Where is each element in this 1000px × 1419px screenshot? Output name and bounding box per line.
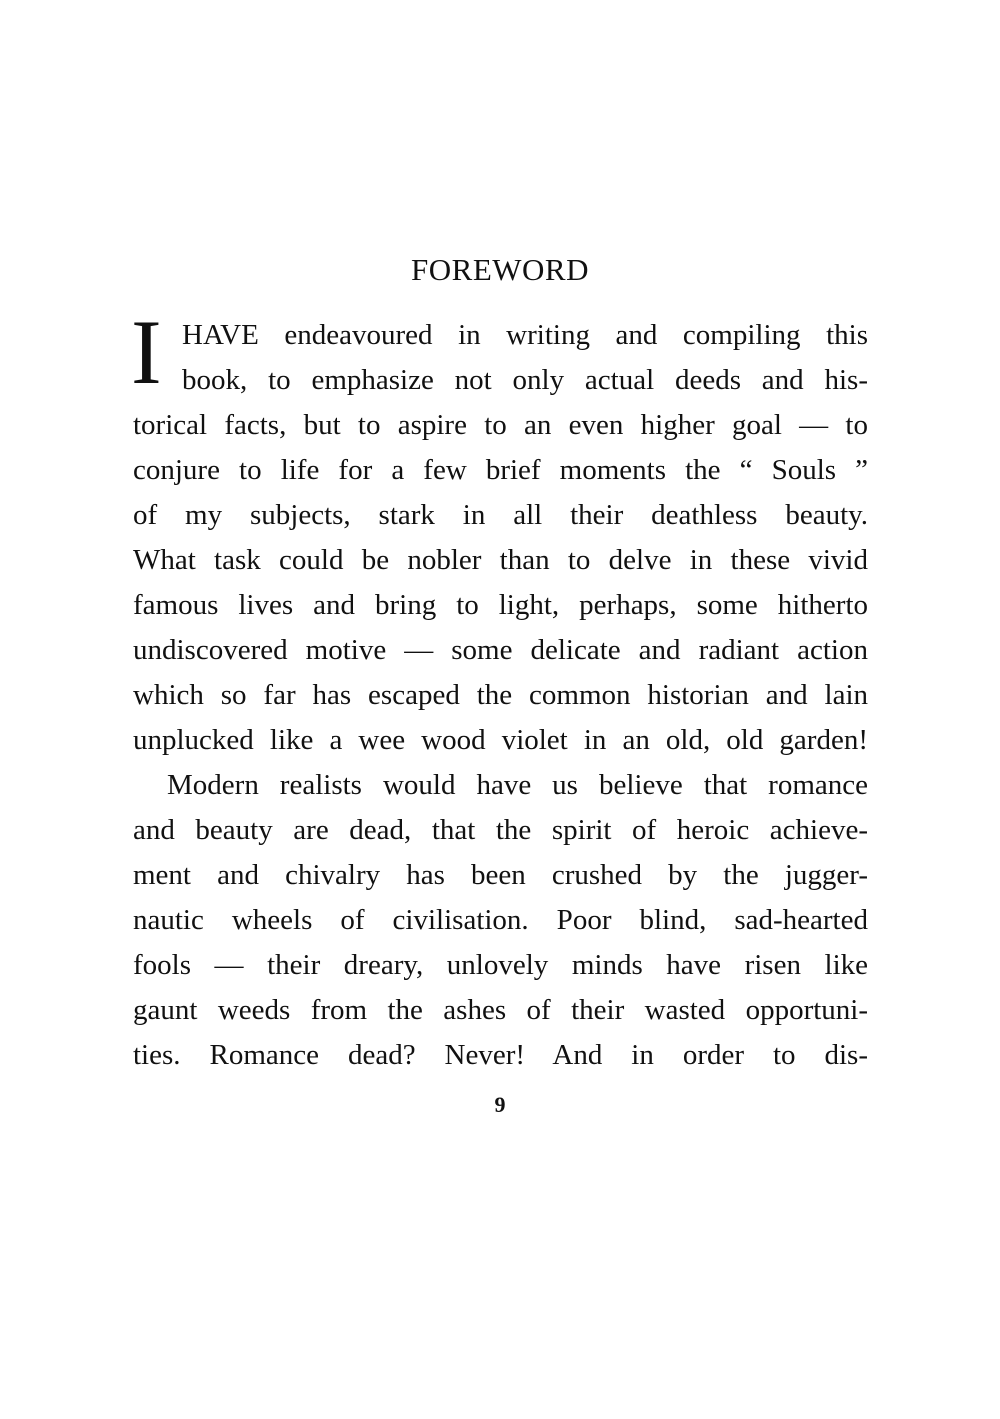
text-line: and beauty are dead, that the spirit of heroic achieve- <box>133 814 868 846</box>
text-line: What task could be nobler than to delve in these vivid <box>133 544 868 576</box>
text-line: ties. Romance dead? Never! And in order to dis- <box>133 1039 868 1071</box>
text-line: of my subjects, stark in all their deathless beauty. <box>133 499 868 531</box>
text-line: book, to emphasize not only actual deeds and his- <box>182 364 868 396</box>
text-line: unplucked like a wee wood violet in an old, old garden! <box>133 724 868 756</box>
drop-cap: I <box>131 301 162 403</box>
text-line: gaunt weeds from the ashes of their wasted opportuni- <box>133 994 868 1026</box>
text-line: fools — their dreary, unlovely minds have risen like <box>133 949 868 981</box>
text-line: Modern realists would have us believe that romance <box>167 769 868 801</box>
text-line: HAVE endeavoured in writing and compiling this <box>182 319 868 351</box>
page-number: 9 <box>494 1092 506 1117</box>
text-line: nautic wheels of civilisation. Poor blind, sad-hearted <box>133 904 868 936</box>
text-line: undiscovered motive — some delicate and radiant action <box>133 634 868 666</box>
text-line: ment and chivalry has been crushed by the jugger- <box>133 859 868 891</box>
page-title: FOREWORD <box>411 252 589 287</box>
text-line: famous lives and bring to light, perhaps, some hitherto <box>133 589 868 621</box>
text-line: which so far has escaped the common historian and lain <box>133 679 868 711</box>
text-line: torical facts, but to aspire to an even higher goal — to <box>133 409 868 441</box>
text-line: conjure to life for a few brief moments the “ Souls ” <box>133 454 868 486</box>
